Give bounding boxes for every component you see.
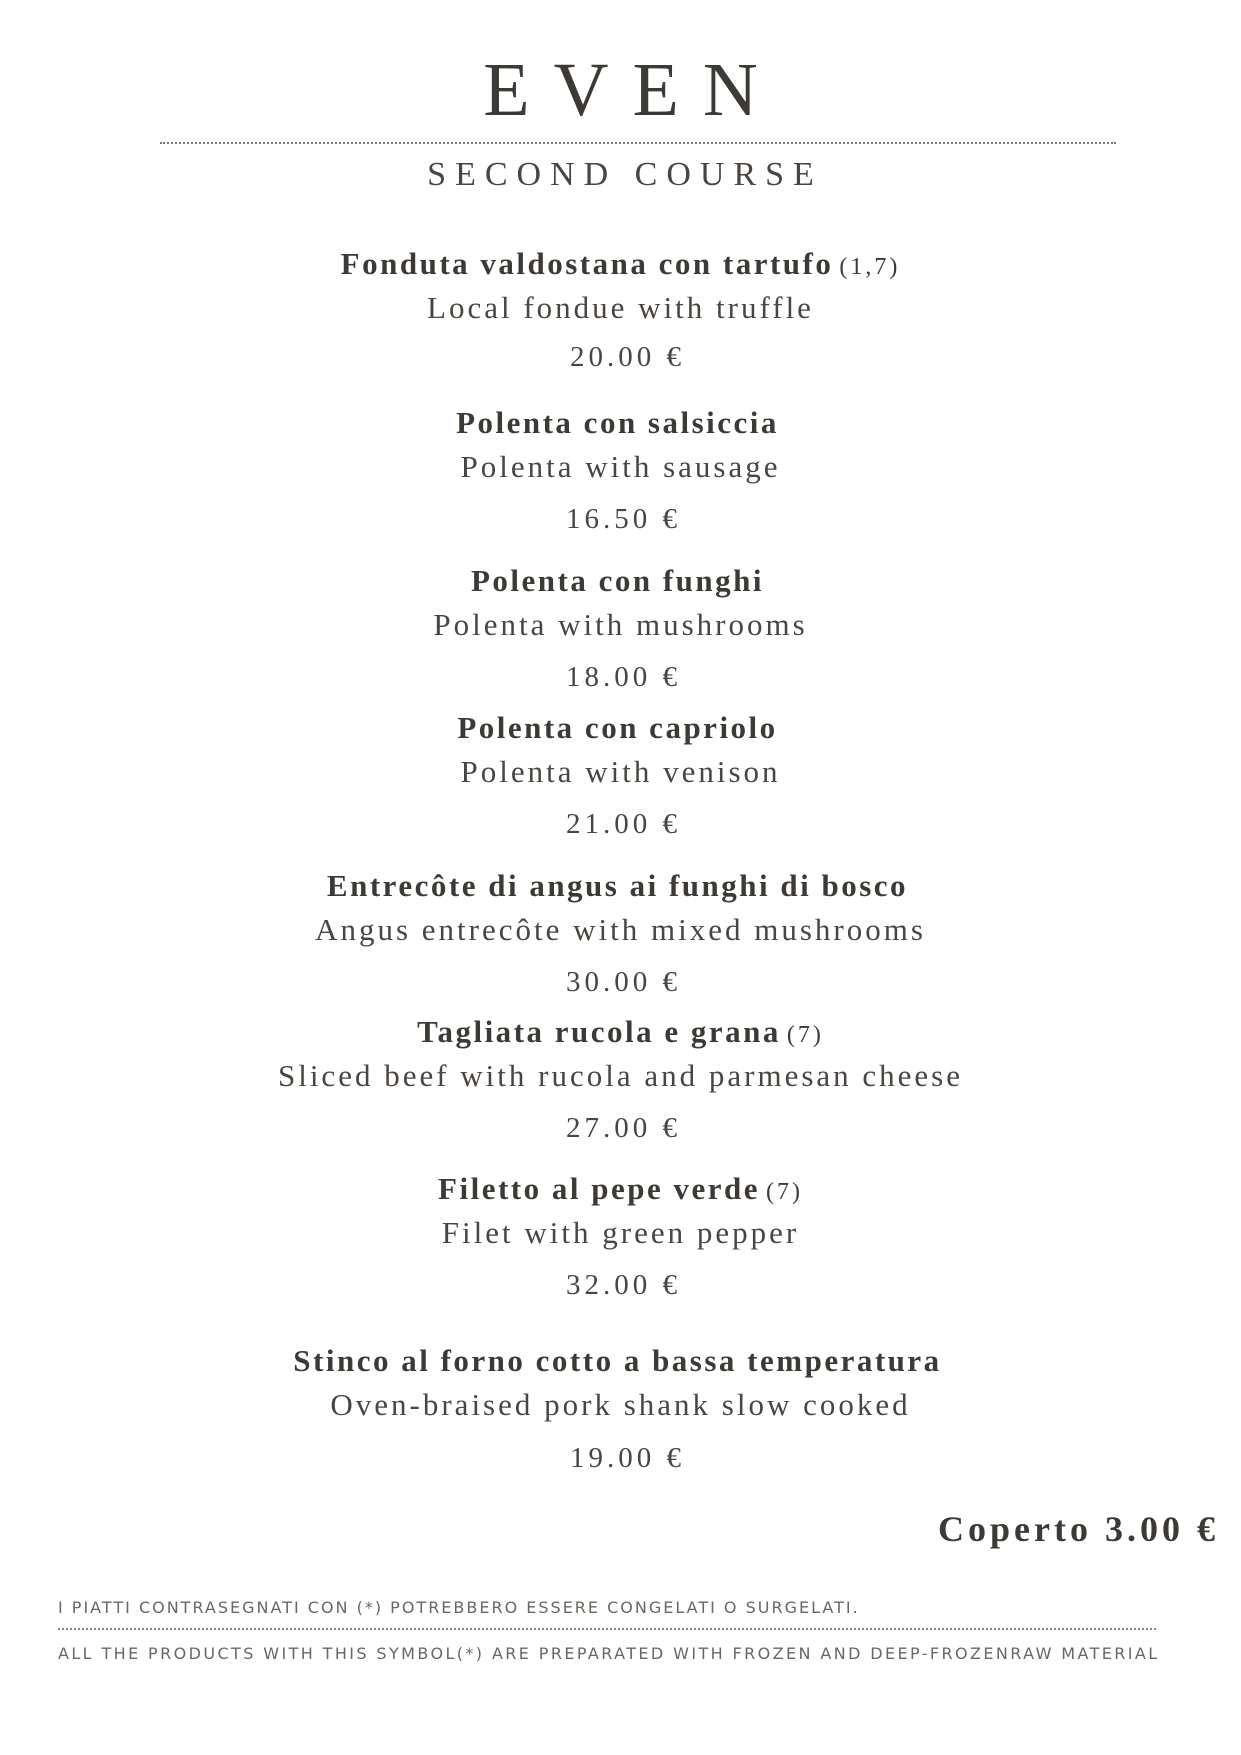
dish-description: Polenta with venison xyxy=(460,754,781,789)
allergen-codes: (7) xyxy=(786,1022,824,1048)
cover-charge: Coperto 3.00 € xyxy=(938,1509,1219,1549)
dish-name xyxy=(0,1171,1241,1210)
dish-price: 30.00 € xyxy=(566,966,681,998)
dish-price: 19.00 € xyxy=(570,1442,685,1474)
dish-name xyxy=(0,1343,1241,1382)
menu-item xyxy=(0,1343,1241,1423)
dish-name xyxy=(0,1014,1241,1053)
menu-item xyxy=(0,710,1241,790)
dish-description: Local fondue with truffle xyxy=(427,290,814,325)
title-divider xyxy=(160,142,1116,144)
dish-price: 20.00 € xyxy=(570,341,685,373)
dish-name-text: Polenta con capriolo xyxy=(457,710,778,745)
dish-description: Oven-braised pork shank slow cooked xyxy=(330,1387,911,1422)
dish-price: 18.00 € xyxy=(566,661,681,693)
frozen-note-english: ALL THE PRODUCTS WITH THIS SYMBOL(*) ARE PREPARATED WITH FROZEN AND DEEP-FROZENRAW MATERIAL xyxy=(58,1644,1160,1663)
dish-name-text: Polenta con salsiccia xyxy=(456,405,779,440)
menu-item xyxy=(0,563,1241,643)
menu-item xyxy=(0,405,1241,485)
allergen-codes: (7) xyxy=(765,1179,803,1205)
menu-item xyxy=(0,868,1241,948)
dish-name-text: Entrecôte di angus ai funghi di bosco xyxy=(326,868,909,903)
dish-name-text: Filetto al pepe verde xyxy=(438,1171,760,1206)
menu-item xyxy=(0,1171,1241,1251)
dish-description: Sliced beef with rucola and parmesan cheese xyxy=(277,1058,964,1093)
section-title: SECOND COURSE xyxy=(427,156,823,193)
dish-name-text: Stinco al forno cotto a bassa temperatura xyxy=(293,1343,942,1378)
dish-price: 27.00 € xyxy=(566,1112,681,1144)
dish-price: 21.00 € xyxy=(566,808,681,840)
footer-divider xyxy=(58,1628,1156,1630)
dish-description: Angus entrecôte with mixed mushrooms xyxy=(315,912,926,947)
dish-price: 16.50 € xyxy=(566,503,681,535)
dish-description: Polenta with sausage xyxy=(460,449,781,484)
dish-name xyxy=(0,710,1241,749)
dish-name xyxy=(0,246,1241,285)
dish-name-text: Polenta con funghi xyxy=(470,563,765,598)
dish-name-text: Tagliata rucola e grana xyxy=(417,1014,781,1049)
dish-name xyxy=(0,563,1241,602)
allergen-codes: (1,7) xyxy=(839,254,901,280)
dish-price: 32.00 € xyxy=(566,1269,681,1301)
dish-name xyxy=(0,405,1241,444)
menu-item xyxy=(0,246,1241,326)
menu-item xyxy=(0,1014,1241,1094)
dish-description: Polenta with mushrooms xyxy=(433,607,808,642)
dish-name-text: Fonduta valdostana con tartufo xyxy=(340,246,834,281)
restaurant-name: EVEN xyxy=(483,48,782,132)
dish-name xyxy=(0,868,1241,907)
dish-description: Filet with green pepper xyxy=(441,1215,800,1250)
frozen-note-italian: I PIATTI CONTRASEGNATI CON (*) POTREBBERO ESSERE CONGELATI O SURGELATI. xyxy=(58,1598,860,1617)
